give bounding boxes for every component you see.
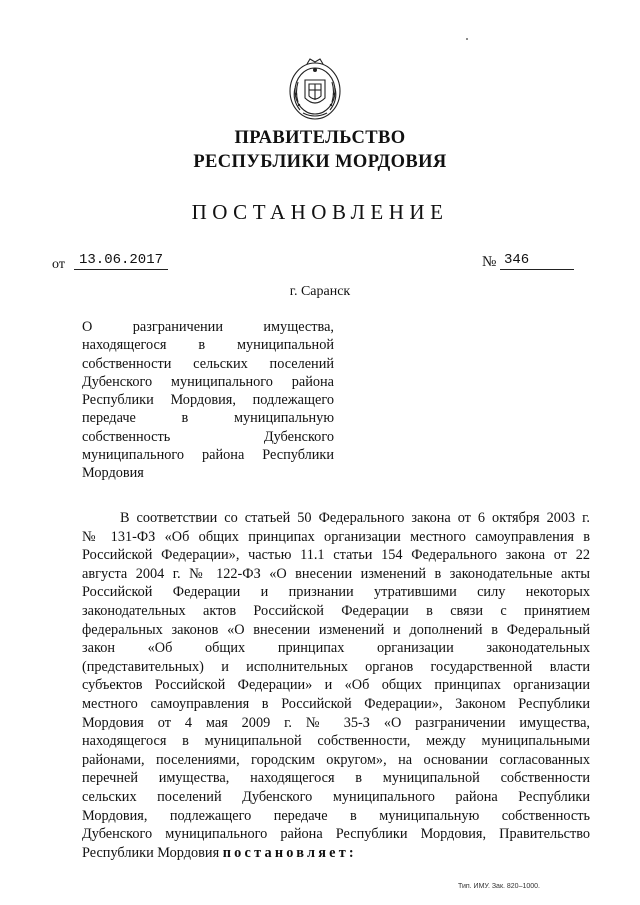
decree-word: постановляет: <box>222 844 357 861</box>
number-label: № <box>482 254 497 270</box>
body-line: местного самоуправления в Российской Федерации», Законом Республики <box>82 695 590 712</box>
body-line: Российской Федерации и признании утратившими силу некоторых <box>82 584 590 601</box>
subject-line: муниципального района Республики <box>82 447 334 464</box>
body-line: августа 2004 г. № 122-ФЗ «О внесении изменений в законодательные акты <box>82 565 590 582</box>
body-line: сельских поселений Дубенского муниципального района Республики <box>82 788 590 805</box>
subject-line: Мордовия <box>82 465 144 482</box>
preamble-paragraph <box>82 509 590 862</box>
body-line: Российской Федерации», частью 11.1 статьи 154 Федерального закона от 22 <box>82 547 590 564</box>
body-line: субъектов Российской Федерации» и «Об общих принципах организации <box>82 677 590 694</box>
body-line: перечней имущества, находящегося в муниципальной собственности <box>82 770 590 787</box>
body-line: федеральных законов «О внесении изменений и дополнений в Федеральный <box>82 621 590 638</box>
printer-imprint: Тип. ИМУ. Зак. 820–1000. <box>458 883 540 890</box>
body-line: (представительных) и исполнительных органов государственной власти <box>82 658 590 675</box>
coat-of-arms-emblem <box>286 58 344 122</box>
document-type-title: ПОСТАНОВЛЕНИЕ <box>191 200 449 224</box>
body-line: № 131-ФЗ «Об общих принципах организации местного самоуправления в <box>82 528 590 545</box>
organization-name-line2: РЕСПУБЛИКИ МОРДОВИЯ <box>193 152 447 172</box>
document-date: 13.06.2017 <box>74 252 168 270</box>
body-line: законодательных актов Российской Федерации в связи с принятием <box>82 602 590 619</box>
body-line: В соответствии со статьей 50 Федерального закона от 6 октября 2003 г. <box>120 510 590 526</box>
subject-line: передаче в муниципальную <box>82 410 334 427</box>
body-line: Мордовия от 4 мая 2009 г. № 35-З «О разграничении имущества, <box>82 714 590 731</box>
document-number: 346 <box>500 252 574 270</box>
subject-line: О разграничении имущества, <box>82 319 334 335</box>
subject-line: собственность Дубенского <box>82 428 334 445</box>
subject-line: Республики Мордовия, подлежащего <box>82 392 334 409</box>
body-line: находящегося в муниципальной собственности, между муниципальными <box>82 733 590 750</box>
place-of-issue: г. Саранск <box>289 284 351 299</box>
body-line: закон «Об общих принципах организации законодательных <box>82 640 590 657</box>
scan-speck <box>466 38 468 40</box>
body-line-end: Республики Мордовия <box>82 844 220 861</box>
body-last-line <box>82 844 590 863</box>
body-line: районами, поселениями, городским округом», на основании согласованных <box>82 751 590 768</box>
subject-line: находящегося в муниципальной <box>82 337 334 354</box>
subject-line: Дубенского муниципального района <box>82 373 334 390</box>
document-subject <box>82 318 334 483</box>
subject-line: собственности сельских поселений <box>82 355 334 372</box>
date-label: от <box>52 257 65 272</box>
body-line: Мордовия, подлежащего передаче в муниципальную собственность <box>82 807 590 824</box>
body-line: Дубенского муниципального района Республики Мордовия, Правительство <box>82 826 590 843</box>
organization-name-line1: ПРАВИТЕЛЬСТВО <box>234 128 406 148</box>
